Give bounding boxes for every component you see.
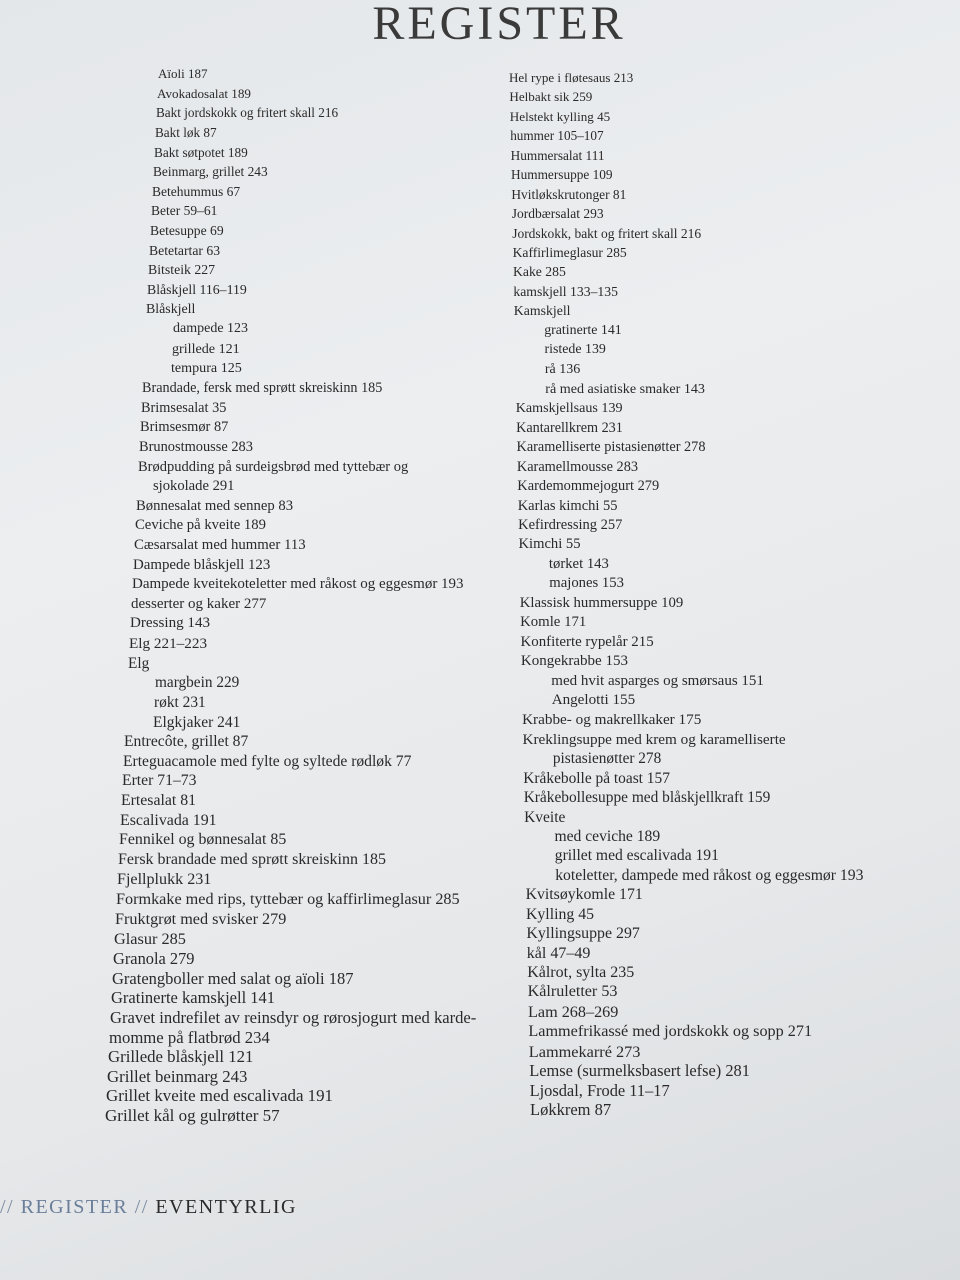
index-subentry: tørket 143: [548, 555, 609, 572]
index-subentry: koteletter, dampede med råkost og eggesmør 193: [555, 866, 864, 884]
index-entry: Erter 71–73: [122, 772, 197, 790]
index-subentry: grillede 121: [172, 340, 240, 357]
index-entry: Grillet kål og gulrøtter 57: [105, 1106, 280, 1125]
index-entry: Granola 279: [113, 949, 195, 968]
index-entry: Kreklingsuppe med krem og karamelliserte: [522, 730, 786, 748]
index-subentry: røkt 231: [154, 693, 206, 711]
index-entry: Fennikel og bønnesalat 85: [119, 831, 287, 849]
index-entry: Kylling 45: [526, 905, 595, 923]
index-entry: Glasur 285: [114, 929, 186, 949]
index-entry: Lammekarré 273: [528, 1041, 641, 1061]
index-entry: Bakt søtpotet 189: [154, 144, 248, 160]
index-entry: Elg: [128, 654, 150, 672]
index-subentry: med ceviche 189: [554, 827, 661, 845]
page-title: REGISTER: [372, 0, 626, 50]
index-entry: Formkake med rips, tyttebær og kaffirlimeglasur 285: [116, 890, 460, 909]
index-entry: desserter og kaker 277: [131, 595, 267, 612]
index-entry: Kefirdressing 257: [518, 517, 623, 533]
index-entry: Betetartar 63: [149, 242, 221, 258]
index-entry: Ceviche på kveite 189: [135, 517, 266, 534]
index-entry: Blåskjell 116–119: [147, 281, 247, 297]
index-entry: Dampede blåskjell 123: [133, 556, 271, 573]
index-entry: Krabbe- og makrellkaker 175: [522, 711, 702, 729]
index-subentry: tempura 125: [171, 360, 242, 377]
index-entry: Kamskjellsaus 139: [515, 400, 623, 417]
index-entry: Bitsteik 227: [148, 262, 216, 278]
index-subentry: sjokolade 291: [153, 478, 235, 495]
index-entry: kål 47–49: [526, 944, 591, 962]
index-entry: Komle 171: [520, 614, 587, 631]
index-entry: Kongekrabbe 153: [520, 653, 628, 669]
index-subentry: grillet med escalivada 191: [554, 847, 719, 865]
index-entry: Kyllingsuppe 297: [526, 925, 640, 943]
index-entry: Kamskjell: [513, 303, 571, 319]
index-entry: Hummersalat 111: [510, 147, 605, 163]
index-entry: Fersk brandade med sprøtt skreiskinn 185: [118, 850, 386, 868]
index-entry: Brødpudding på surdeigsbrød med tyttebær og: [138, 458, 409, 475]
index-entry: Jordskokk, bakt og fritert skall 216: [512, 225, 702, 241]
index-entry: Gratengboller med salat og aïoli 187: [112, 968, 354, 988]
footer-book-title: EVENTYRLIG: [155, 1196, 297, 1218]
index-entry: Ertesalat 81: [121, 792, 197, 809]
index-entry: momme på flatbrød 234: [109, 1027, 270, 1047]
index-entry: Betesuppe 69: [150, 223, 224, 238]
index-subentry: margbein 229: [155, 674, 240, 692]
index-entry: Fruktgrøt med svisker 279: [115, 909, 287, 928]
index-entry: Dampede kveitekoteletter med råkost og eggesmør 193: [132, 576, 464, 593]
index-entry: Betehummus 67: [152, 183, 241, 199]
index-entry: Hummersuppe 109: [511, 167, 613, 183]
index-entry: Lemse (surmelksbasert lefse) 281: [529, 1061, 750, 1081]
index-entry: Gravet indrefilet av reinsdyr og rørosjogurt med karde-: [110, 1007, 477, 1027]
index-entry: Karlas kimchi 55: [517, 497, 618, 514]
index-entry: Lam 268–269: [528, 1002, 619, 1021]
index-entry: Avokadosalat 189: [157, 85, 251, 101]
index-entry: Konfiterte rypelår 215: [520, 633, 654, 650]
index-entry: Løkkrem 87: [530, 1100, 612, 1119]
index-entry: Helbakt sik 259: [509, 89, 593, 105]
index-entry: Kålrot, sylta 235: [527, 964, 635, 981]
index-entry: Aïoli 187: [158, 66, 208, 81]
index-subentry: pistasienøtter 278: [552, 750, 662, 768]
index-entry: Bønnesalat med sennep 83: [136, 497, 294, 514]
index-entry: Dressing 143: [130, 615, 211, 632]
page-footer: [0, 1196, 297, 1219]
index-entry: Brimsesmør 87: [140, 419, 229, 436]
index-subentry: gratinerte 141: [544, 322, 622, 338]
index-entry: Brunostmousse 283: [139, 438, 253, 455]
footer-separator: //: [0, 1196, 15, 1218]
index-entry: Jordbærsalat 293: [511, 206, 604, 221]
index-entry: Kålruletter 53: [527, 983, 618, 1001]
index-subentry: rå 136: [544, 361, 581, 377]
index-entry: Entrecôte, grillet 87: [124, 733, 249, 751]
index-entry: Kråkebolle på toast 157: [523, 769, 670, 787]
index-entry: Kveite: [524, 808, 566, 826]
index-subentry: rå med asiatiske smaker 143: [545, 380, 705, 397]
index-entry: kamskjell 133–135: [513, 283, 618, 299]
index-entry: Kantarellkrem 231: [516, 419, 623, 436]
index-entry: Elg 221–223: [129, 635, 208, 653]
index-entry: Erteguacamole med fylte og syltede rødløk 77: [123, 752, 412, 770]
index-entry: Hvitløkskrutonger 81: [511, 186, 627, 202]
index-entry: Beter 59–61: [151, 203, 218, 219]
index-entry: Gratinerte kamskjell 141: [111, 988, 276, 1008]
index-entry: Ljosdal, Frode 11–17: [529, 1080, 670, 1100]
index-entry: Helstekt kylling 45: [509, 108, 611, 124]
index-subentry: ristede 139: [544, 342, 606, 358]
index-entry: Kimchi 55: [518, 536, 581, 553]
index-entry: Kvitsøykomle 171: [525, 886, 643, 904]
index-entry: Lammefrikassé med jordskokk og sopp 271: [528, 1022, 813, 1041]
index-subentry: dampede 123: [173, 321, 249, 337]
index-subentry: majones 153: [549, 575, 624, 592]
index-entry: Grillede blåskjell 121: [108, 1047, 254, 1067]
index-entry: Escalivada 191: [120, 811, 217, 829]
footer-section-name: REGISTER: [20, 1196, 129, 1218]
index-entry: Beinmarg, grillet 243: [153, 164, 268, 180]
index-entry: Fjellplukk 231: [117, 870, 212, 888]
index-entry: Brandade, fersk med sprøtt skreiskinn 185: [142, 380, 383, 396]
index-entry: Karamelliserte pistasienøtter 278: [516, 439, 706, 456]
index-entry: Kardemommejogurt 279: [517, 478, 660, 495]
index-entry: Cæsarsalat med hummer 113: [134, 536, 306, 553]
index-entry: Bakt løk 87: [155, 124, 217, 140]
index-entry: Bakt jordskokk og fritert skall 216: [156, 105, 339, 121]
index-entry: Kaffirlimeglasur 285: [512, 244, 627, 260]
footer-separator: //: [134, 1196, 149, 1218]
index-subentry: Angelotti 155: [551, 691, 636, 708]
index-entry: Kake 285: [513, 264, 566, 280]
index-entry: hummer 105–107: [510, 128, 604, 144]
index-entry: Hel rype i fløtesaus 213: [509, 70, 634, 85]
index-entry: Grillet beinmarg 243: [107, 1066, 248, 1086]
index-entry: Karamellmousse 283: [516, 458, 638, 475]
index-entry: Brimsesalat 35: [141, 399, 227, 416]
index-subentry: med hvit asparges og smørsaus 151: [551, 672, 764, 689]
index-subentry: Elgkjaker 241: [153, 713, 241, 731]
index-entry: Grillet kveite med escalivada 191: [106, 1086, 334, 1106]
index-entry: Kråkebollesuppe med blåskjellkraft 159: [523, 789, 771, 807]
index-entry: Klassisk hummersuppe 109: [519, 594, 684, 611]
index-entry: Blåskjell: [146, 301, 196, 317]
